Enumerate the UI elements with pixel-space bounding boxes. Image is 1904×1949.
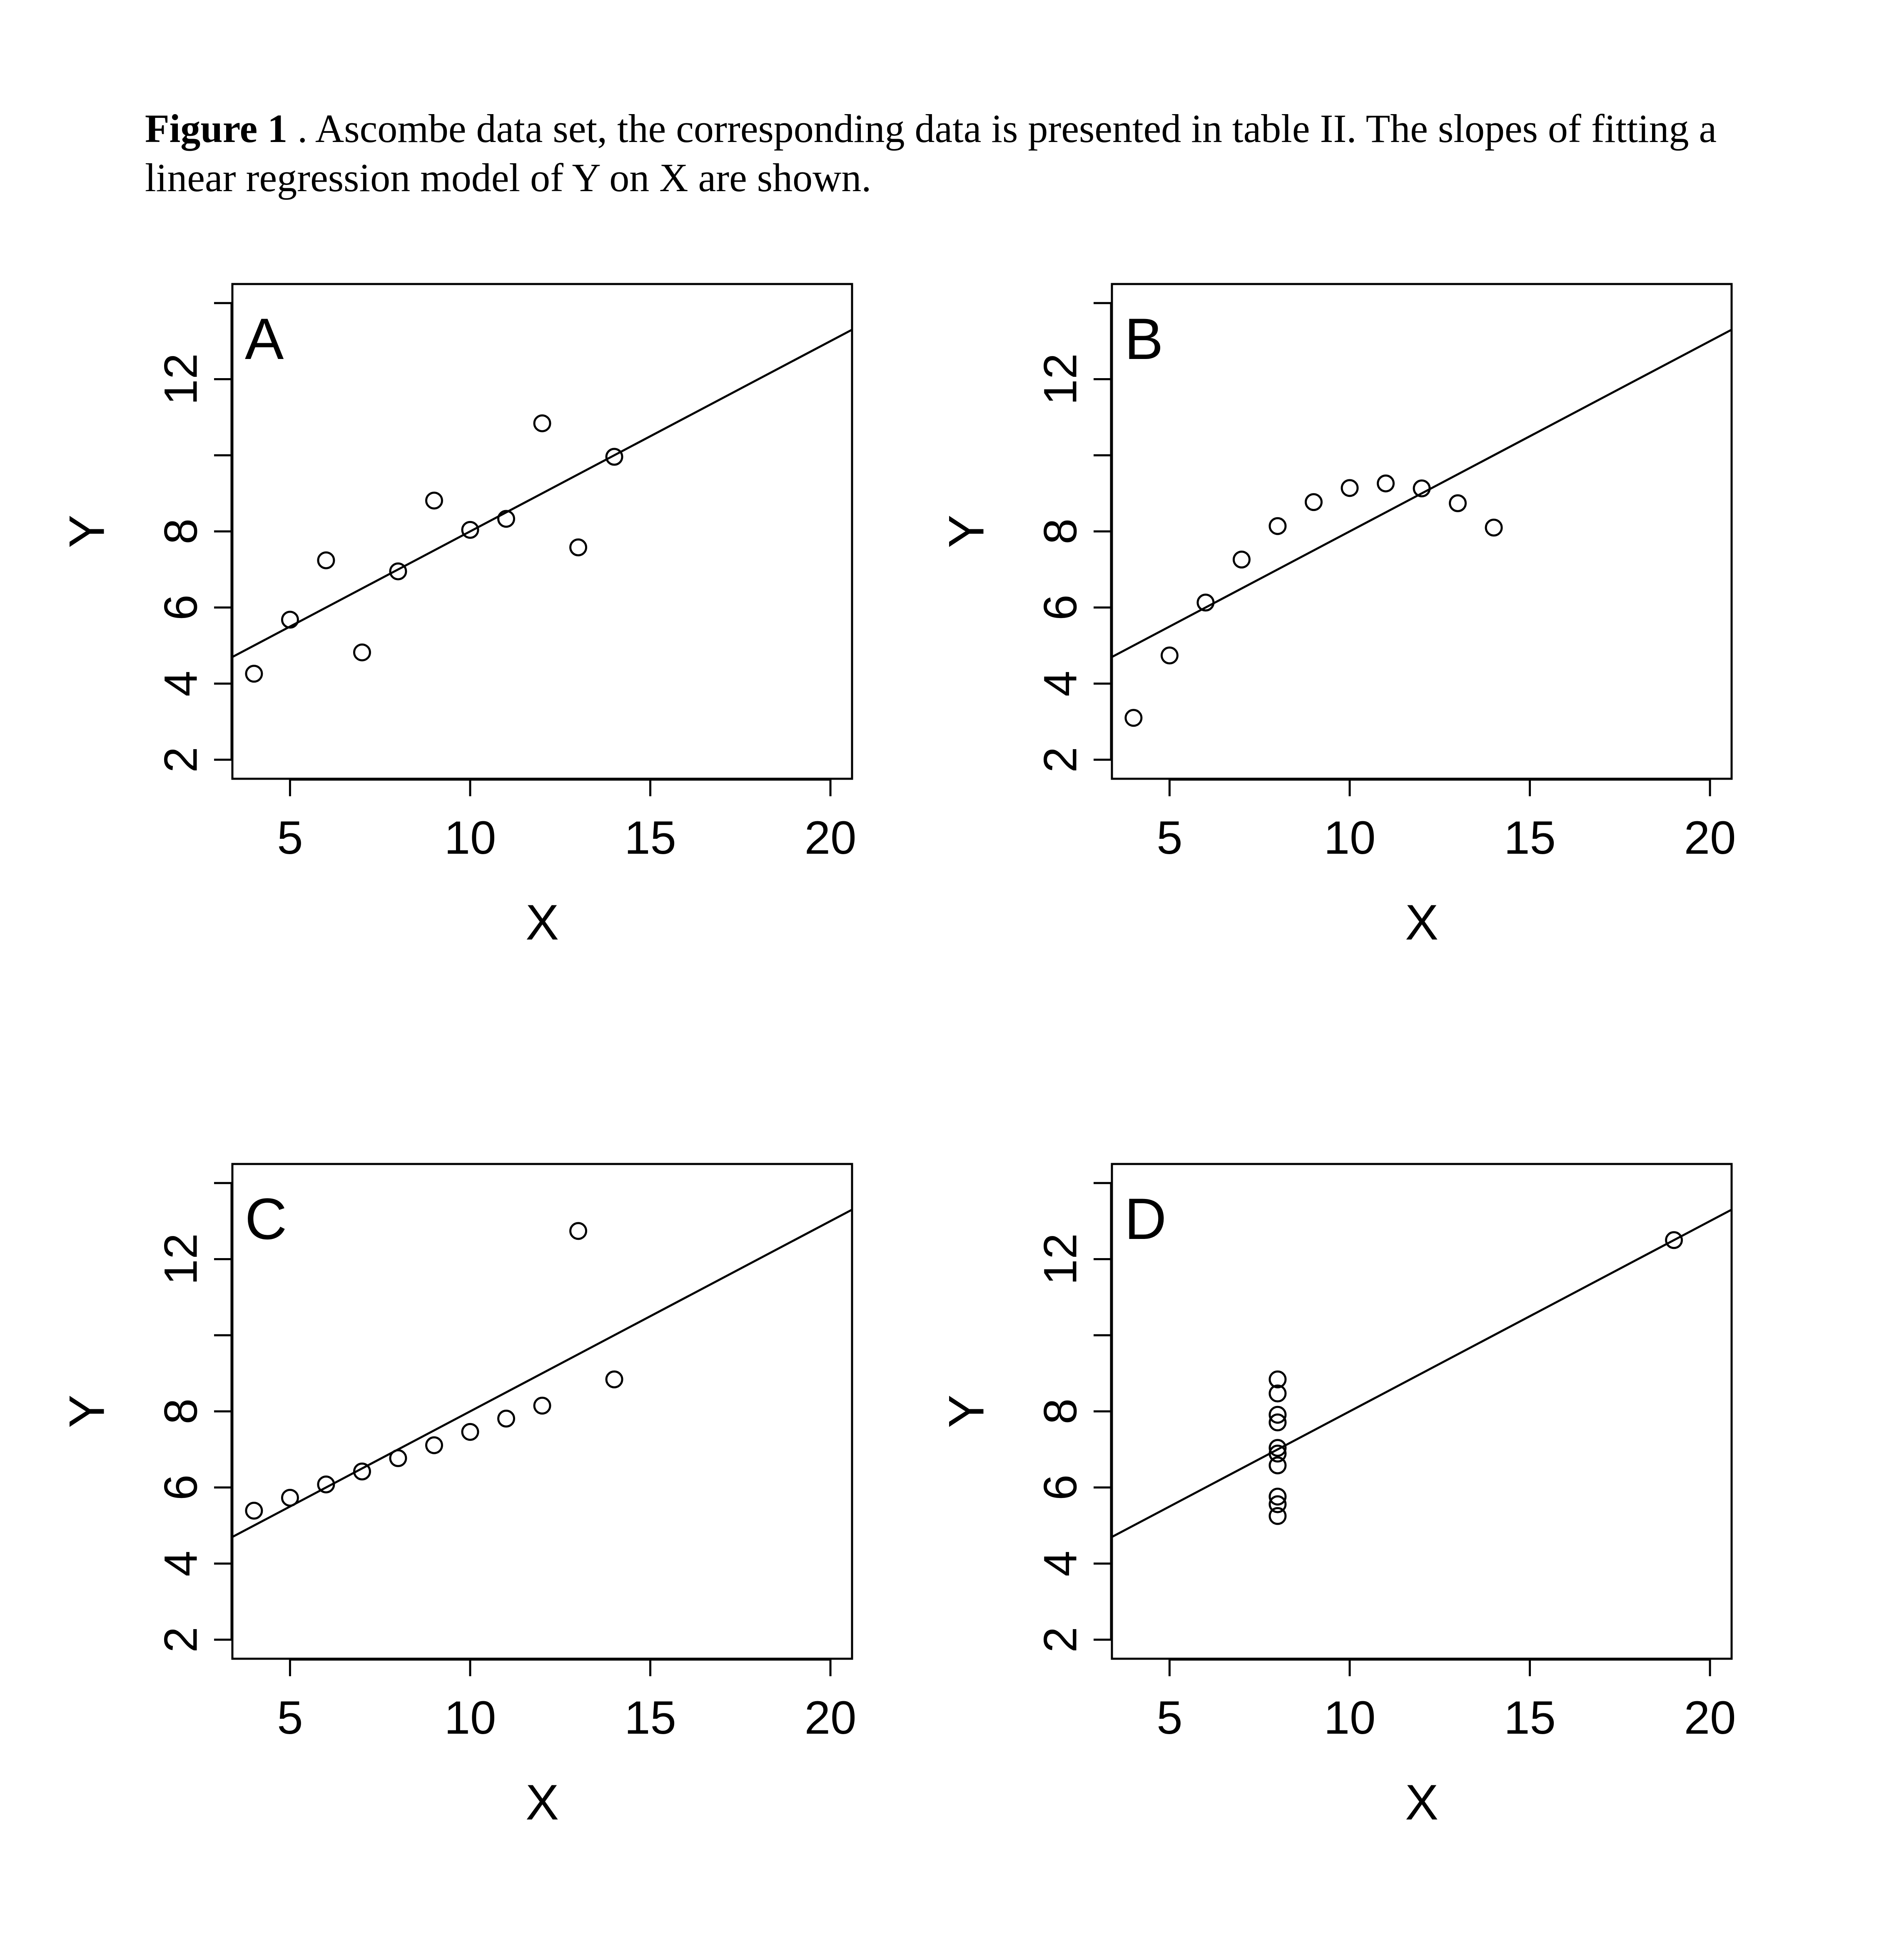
x-tick-label: 15 [624,812,676,864]
data-point [1270,518,1286,534]
y-tick-label: 8 [155,518,207,545]
x-tick-label: 10 [444,1692,496,1744]
data-point [1450,495,1466,511]
data-point [1378,476,1393,491]
data-point [282,1490,298,1505]
y-axis-title: Y [938,1394,994,1428]
y-tick-label: 4 [1034,1550,1087,1577]
panel-label: D [1124,1186,1167,1251]
data-point [1234,552,1249,568]
x-tick-label: 15 [1504,812,1556,864]
caption-text: . Ascombe data set, the corresponding data is presented in table II. The slopes of fitting a linear regression model of Y on X are shown. [145,106,1717,200]
x-tick-label: 20 [1684,1692,1736,1744]
x-tick-label: 20 [804,1692,857,1744]
x-axis-title: X [1405,1775,1439,1830]
data-point [606,1371,622,1387]
data-point [606,449,622,465]
data-point [282,612,298,628]
y-tick-label: 2 [1034,1627,1087,1653]
y-tick-label: 4 [1034,670,1087,697]
data-point [426,1437,442,1453]
panel-c [59,1164,857,1830]
y-tick-label: 2 [155,1627,207,1653]
y-tick-label: 12 [155,353,207,405]
y-tick-label: 12 [1034,353,1087,405]
y-tick-label: 12 [155,1233,207,1285]
data-point [354,645,370,660]
data-point [318,552,334,568]
data-point [462,1424,478,1440]
data-point [1306,494,1321,510]
data-point [246,666,262,682]
data-point [498,1411,514,1426]
data-point [426,493,442,508]
y-tick-label: 4 [155,670,207,697]
x-axis-title: X [1405,895,1439,950]
y-tick-label: 6 [155,594,207,621]
plot-frame [232,284,852,779]
x-tick-label: 15 [624,1692,676,1744]
data-point [246,1503,262,1519]
x-axis-title: X [525,895,559,950]
regression-line [1112,1210,1732,1537]
x-tick-label: 10 [1323,812,1376,864]
figure-label: Figure 1 [145,106,288,151]
x-tick-label: 15 [1504,1692,1556,1744]
data-point [571,539,586,555]
panel-label: A [245,306,284,371]
data-point [1342,480,1358,496]
data-point [571,1223,586,1239]
panel-d [939,1164,1736,1830]
y-tick-label: 12 [1034,1233,1087,1285]
x-tick-label: 5 [1156,1692,1183,1744]
plot-frame [232,1164,852,1659]
x-tick-label: 10 [1323,1692,1376,1744]
panel-b [939,284,1736,950]
plot-frame [1112,1164,1732,1659]
y-tick-label: 2 [1034,747,1087,773]
x-tick-label: 5 [277,812,303,864]
y-axis-title: Y [59,514,115,548]
x-tick-label: 5 [277,1692,303,1744]
x-axis-title: X [525,1775,559,1830]
data-point [534,1398,550,1413]
panel-label: C [245,1186,287,1251]
x-tick-label: 5 [1156,812,1183,864]
regression-line [1112,330,1732,657]
panel-label: B [1124,306,1164,371]
y-axis-title: Y [59,1394,115,1428]
regression-line [232,330,852,657]
y-tick-label: 4 [155,1550,207,1577]
y-tick-label: 6 [1034,594,1087,621]
y-tick-label: 2 [155,747,207,773]
regression-line [232,1210,852,1537]
x-tick-label: 10 [444,812,496,864]
panel-a [59,284,857,950]
plot-frame [1112,284,1732,779]
y-tick-label: 6 [1034,1474,1087,1500]
data-point [1161,648,1177,663]
data-point [390,1450,406,1466]
data-point [1486,520,1502,536]
y-tick-label: 8 [155,1398,207,1425]
y-axis-title: Y [938,514,994,548]
data-point [1126,710,1141,726]
y-tick-label: 6 [155,1474,207,1500]
y-tick-label: 8 [1034,1398,1087,1425]
data-point [534,415,550,431]
y-tick-label: 8 [1034,518,1087,545]
x-tick-label: 20 [1684,812,1736,864]
data-point [462,522,478,538]
x-tick-label: 20 [804,812,857,864]
